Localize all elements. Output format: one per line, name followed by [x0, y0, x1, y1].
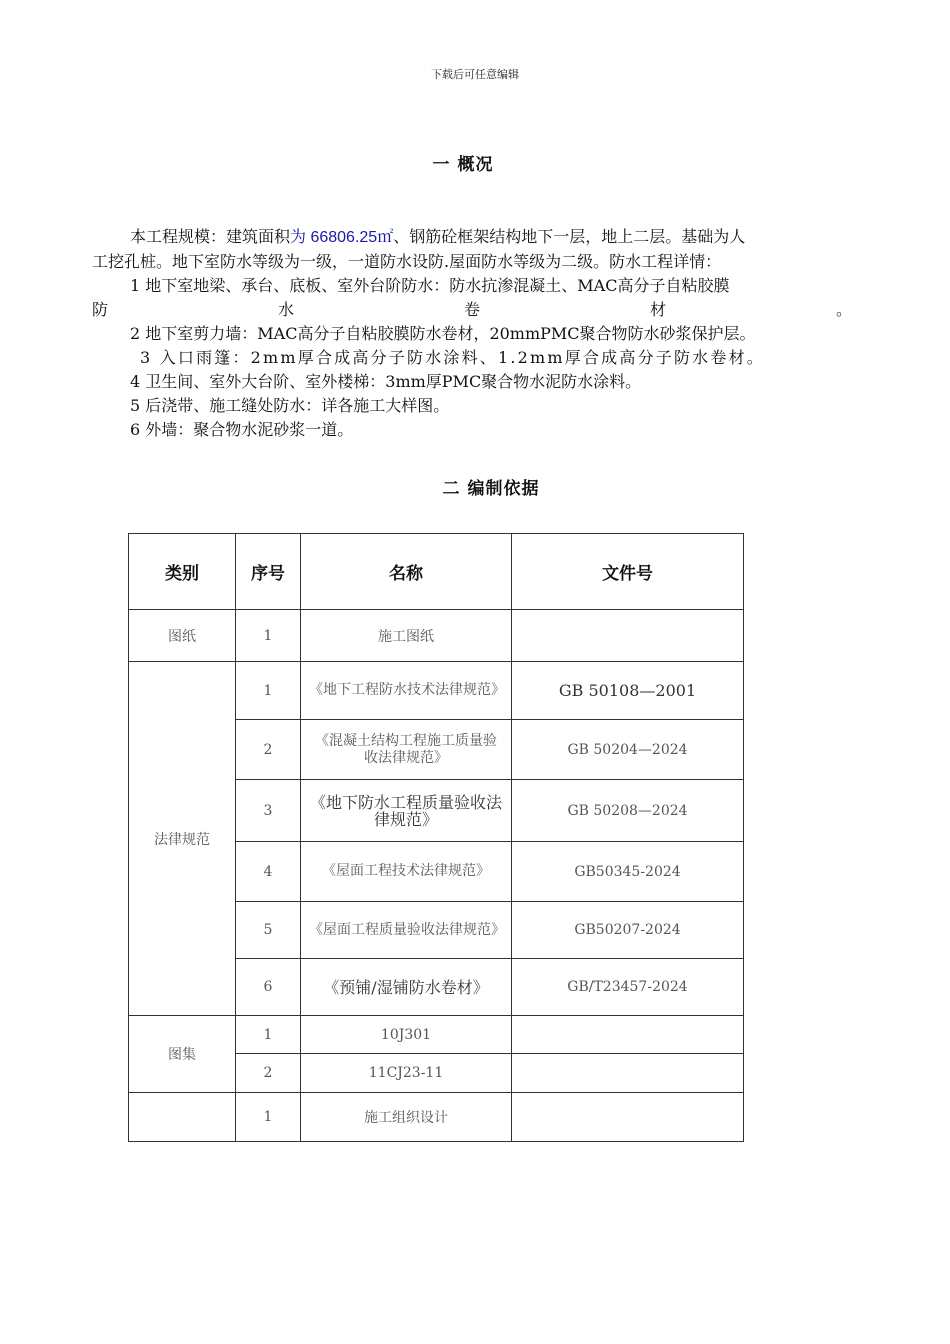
cell-code: GB50345-2024 [512, 842, 744, 902]
cell-code: GB 50208—2024 [512, 780, 744, 842]
cell-code [512, 610, 744, 662]
item-5: 5 后浇带、施工缝处防水：详各施工大样图。 [130, 396, 450, 415]
cell-no: 6 [236, 959, 301, 1016]
table-row [129, 610, 744, 662]
cell-name: 《预铺/湿铺防水卷材》 [301, 959, 512, 1016]
header-category: 类别 [129, 534, 236, 610]
intro-line-1 [92, 225, 858, 250]
item-1b [92, 298, 852, 322]
basis-table [128, 533, 744, 1142]
cell-code: GB 50108—2001 [512, 662, 744, 720]
table-row [129, 1016, 744, 1054]
item-3: 3 入口雨篷：2mm厚合成高分子防水涂料、1.2mm厚合成高分子防水卷材。 [140, 348, 765, 367]
overview-body [92, 225, 858, 442]
intro-line-2: 工挖孔桩。地下室防水等级为一级，一道防水设防.屋面防水等级为二级。防水工程详情： [92, 252, 722, 271]
cell-name: 施工图纸 [301, 610, 512, 662]
cell-no: 2 [236, 720, 301, 780]
cell-code [512, 1016, 744, 1054]
header-note: 下载后可任意编辑 [431, 68, 519, 81]
section-title-basis: 二 编制依据 [442, 479, 540, 499]
cell-no: 1 [236, 1093, 301, 1142]
item-1a: 1 地下室地梁、承台、底板、室外台阶防水：防水抗渗混凝土、MAC高分子自粘胶膜 [130, 276, 730, 295]
cell-name: 《屋面工程质量验收法律规范》 [301, 902, 512, 959]
cell-category: 法律规范 [129, 662, 236, 1016]
intro-suffix: 、钢筋砼框架结构地下一层，地上二层。基础为人 [393, 227, 746, 246]
item-4: 4 卫生间、室外大台阶、室外楼梯：3mm厚PMC聚合物水泥防水涂料。 [130, 372, 642, 391]
cell-code: GB/T23457-2024 [512, 959, 744, 1016]
cell-no: 4 [236, 842, 301, 902]
cell-code: GB50207-2024 [512, 902, 744, 959]
item-1b-char: 水 [277, 300, 294, 319]
cell-no: 2 [236, 1054, 301, 1093]
cell-code: GB 50204—2024 [512, 720, 744, 780]
cell-category [129, 1093, 236, 1142]
cell-category: 图集 [129, 1016, 236, 1093]
item-1b-char: 材 [649, 300, 666, 319]
table-row [129, 662, 744, 720]
item-1b-char: 防 [92, 300, 109, 319]
table-header-row [129, 534, 744, 610]
cell-no: 5 [236, 902, 301, 959]
item-1b-char: 卷 [463, 300, 480, 319]
cell-name: 11CJ23-11 [301, 1054, 512, 1093]
cell-name: 《地下工程防水技术法律规范》 [301, 662, 512, 720]
header-name: 名称 [301, 534, 512, 610]
header-code: 文件号 [512, 534, 744, 610]
section-title-overview: 一 概况 [432, 155, 494, 175]
cell-code [512, 1093, 744, 1142]
intro-prefix: 本工程规模：建筑面积 [130, 227, 291, 246]
cell-no: 3 [236, 780, 301, 842]
cell-no: 1 [236, 1016, 301, 1054]
cell-no: 1 [236, 662, 301, 720]
intro-area: 为 66806.25㎡ [290, 229, 394, 246]
cell-name: 施工组织设计 [301, 1093, 512, 1142]
cell-name: 《屋面工程技术法律规范》 [301, 842, 512, 902]
table-row [129, 1093, 744, 1142]
item-1b-char: 。 [835, 300, 852, 319]
cell-no: 1 [236, 610, 301, 662]
cell-name: 《混凝土结构工程施工质量验收法律规范》 [301, 720, 512, 780]
header-no: 序号 [236, 534, 301, 610]
cell-code [512, 1054, 744, 1093]
item-2: 2 地下室剪力墙：MAC高分子自粘胶膜防水卷材，20mmPMC聚合物防水砂浆保护层。 [130, 324, 756, 343]
item-6: 6 外墙：聚合物水泥砂浆一道。 [130, 420, 354, 439]
cell-category: 图纸 [129, 610, 236, 662]
cell-name: 《地下防水工程质量验收法律规范》 [301, 780, 512, 842]
cell-name: 10J301 [301, 1016, 512, 1054]
